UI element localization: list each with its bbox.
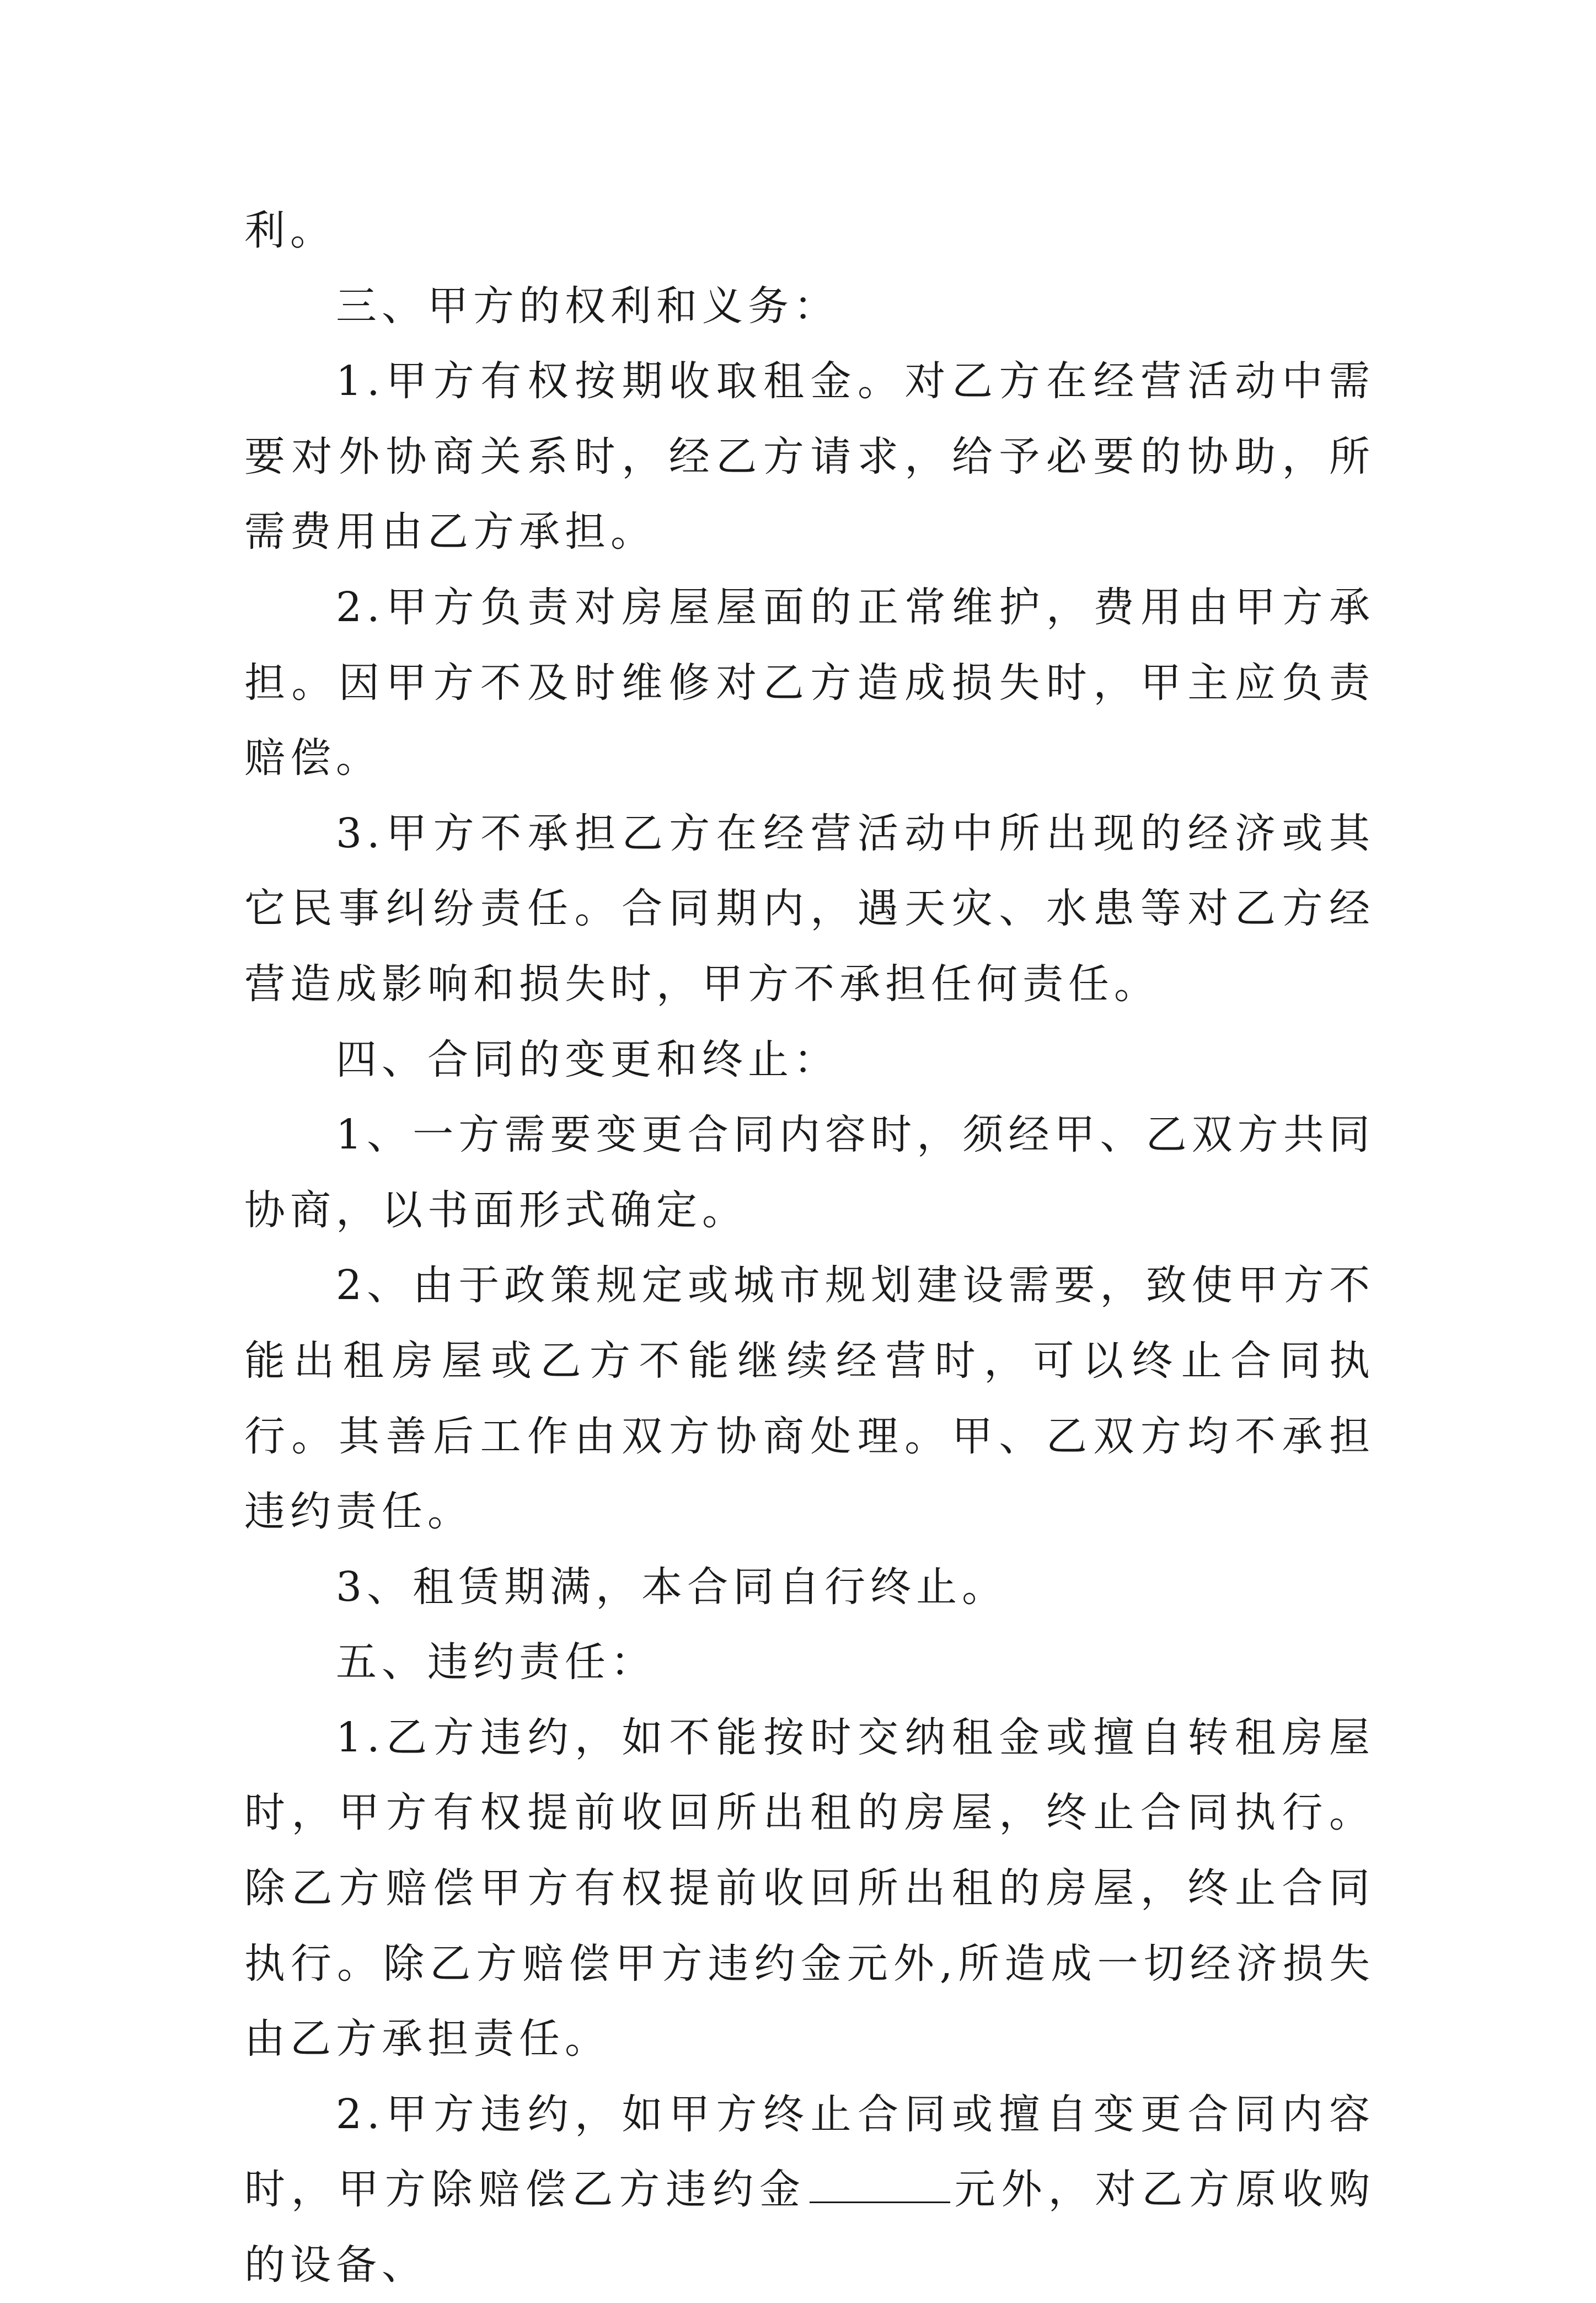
clause-5-2-text-after: 元外，对乙方原收购的设备、 [244,2166,1375,2289]
section-heading-party-a-rights: 三、甲方的权利和义务： [336,282,839,330]
clause-4-1: 1、一方需要变更合同内容时，须经甲、乙双方共同协商，以书面形式确定。 [244,1111,1375,1234]
clause-3-3: 3.甲方不承担乙方在经营活动中所出现的经济或其它民事纠纷责任。合同期内，遇天灾、水患等对乙方经营造成影响和损失时，甲方不承担任何责任。 [244,809,1375,1008]
clause-5-2-text-before: 2.甲方违约，如甲方终止合同或擅自变更合同内容时，甲方除赔偿乙方违约金 [244,2090,1375,2214]
clause-4-3: 3、租赁期满，本合同自行终止。 [336,1563,1008,1611]
paragraph-continuation: 利。 [244,207,336,254]
document-body [244,193,1375,2303]
clause-4-2: 2、由于政策规定或城市规划建设需要，致使甲方不能出租房屋或乙方不能继续经营时，可以终止合同执行。其善后工作由双方协商处理。甲、乙双方均不承担违约责任。 [244,1262,1375,1536]
clause-3-1: 1.甲方有权按期收取租金。对乙方在经营活动中需要对外协商关系时，经乙方请求，给予必要的协助，所需费用由乙方承担。 [244,357,1375,556]
blank-fill-line [810,2165,950,2204]
section-heading-change-termination: 四、合同的变更和终止： [336,1035,839,1083]
clause-5-2 [244,2077,1375,2303]
clause-3-2: 2.甲方负责对房屋屋面的正常维护，费用由甲方承担。因甲方不及时维修对乙方造成损失时，甲主应负责赔偿。 [244,583,1375,782]
section-heading-breach: 五、违约责任： [336,1638,656,1686]
clause-5-1: 1.乙方违约，如不能按时交纳租金或擅自转租房屋时，甲方有权提前收回所出租的房屋，终止合同执行。除乙方赔偿甲方有权提前收回所出租的房屋，终止合同执行。除乙方赔偿甲方违约金元外,所造成一切经济损失由乙方承担责任。 [244,1713,1375,2063]
